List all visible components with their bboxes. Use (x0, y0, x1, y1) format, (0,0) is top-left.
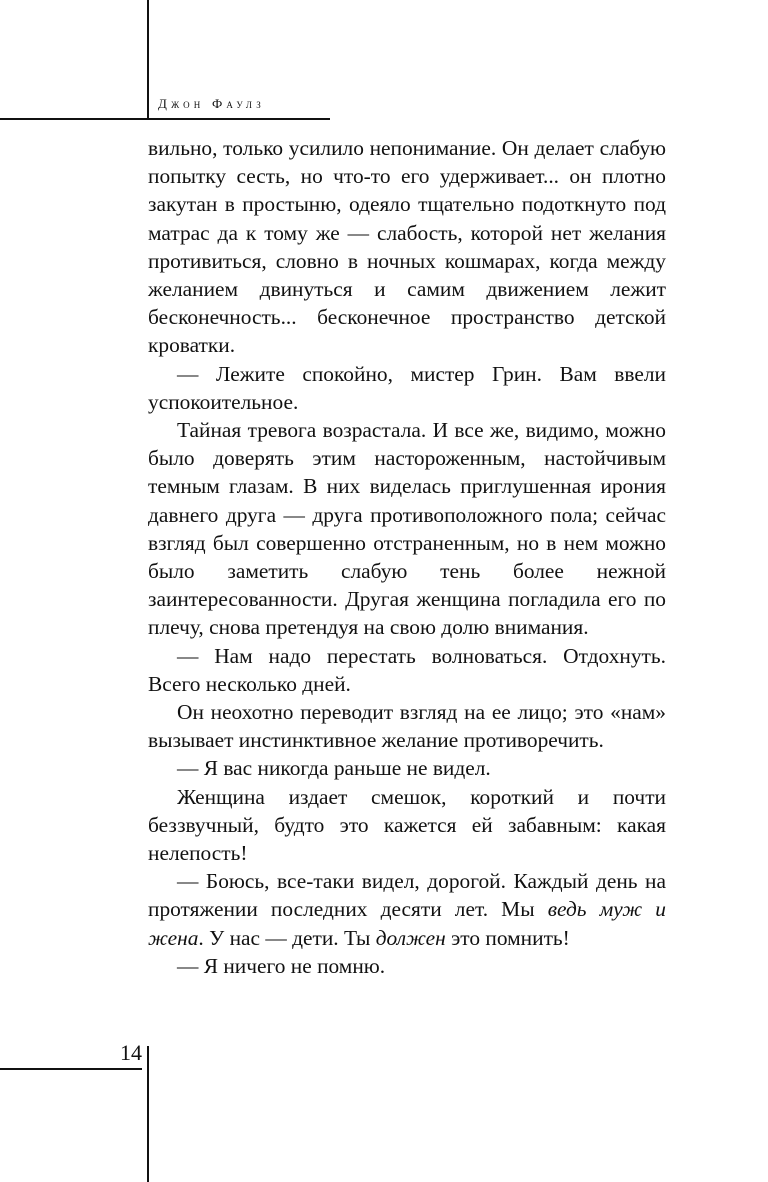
paragraph-3-text: Тайная тревога возрастала. И все же, видимо, можно было доверять этим настороженным, настойчивым темным глазам. В них виделась приглушенная ирония давнего друга — друга противоположного пола; сейчас взгляд был совершенно отстраненным, но в нем можно было заметить слабую тень более нежной заинтересованности. Другая женщина погладила его по плечу, снова претендуя на свою долю внимания. (148, 418, 666, 640)
body-text (148, 134, 666, 980)
top-vertical-rule (147, 0, 149, 119)
paragraph-6 (148, 754, 666, 782)
paragraph-8-text: — Боюсь, все-таки видел, дорогой. Каждый день на протяжении последних десяти лет. Мы (148, 869, 666, 922)
page-number: 14 (120, 1040, 142, 1065)
paragraph-1 (148, 134, 666, 360)
paragraph-2-text: — Лежите спокойно, мистер Грин. Вам ввели успокоительное. (148, 361, 666, 414)
running-head-author: Джон Фаулз (158, 96, 265, 111)
paragraph-8-italic-1: ведь муж и жена (148, 897, 667, 950)
paragraph-6-text: — Я вас никогда раньше не видел. (177, 756, 491, 781)
paragraph-9 (148, 952, 666, 980)
paragraph-7 (148, 783, 666, 868)
paragraph-8-text-3: это помнить! (445, 925, 570, 950)
paragraph-8-italic-2: должен (375, 925, 446, 950)
paragraph-8-text-2: . У нас — дети. Ты (198, 925, 376, 950)
paragraph-4 (148, 642, 666, 698)
paragraph-7-text: Женщина издает смешок, короткий и почти беззвучный, будто это кажется ей забавным: какая нелепость! (148, 784, 666, 866)
header-rule (0, 118, 330, 120)
paragraph-5 (148, 698, 666, 754)
bottom-vertical-rule (147, 1046, 149, 1182)
paragraph-4-text: — Нам надо перестать волноваться. Отдохнуть. Всего несколько дней. (148, 643, 666, 696)
paragraph-5-text: Он неохотно переводит взгляд на ее лицо; это «нам» вызывает инстинктивное желание противоречить. (148, 700, 666, 753)
paragraph-3 (148, 416, 666, 642)
footer-rule (0, 1068, 142, 1070)
paragraph-9-text: — Я ничего не помню. (177, 953, 386, 978)
paragraph-8 (148, 867, 666, 952)
paragraph-1-text: вильно, только усилило непонимание. Он делает слабую попытку сесть, но что-то его удерживает... он плотно закутан в простыню, одеяло тщательно подоткнуто под матрас да к тому же — слабость, которой нет желания противиться, словно в ночных кошмарах, когда между желанием двинуться и самим движением лежит бесконечность... бесконечное пространство детской кроватки. (148, 136, 666, 358)
paragraph-2 (148, 360, 666, 416)
